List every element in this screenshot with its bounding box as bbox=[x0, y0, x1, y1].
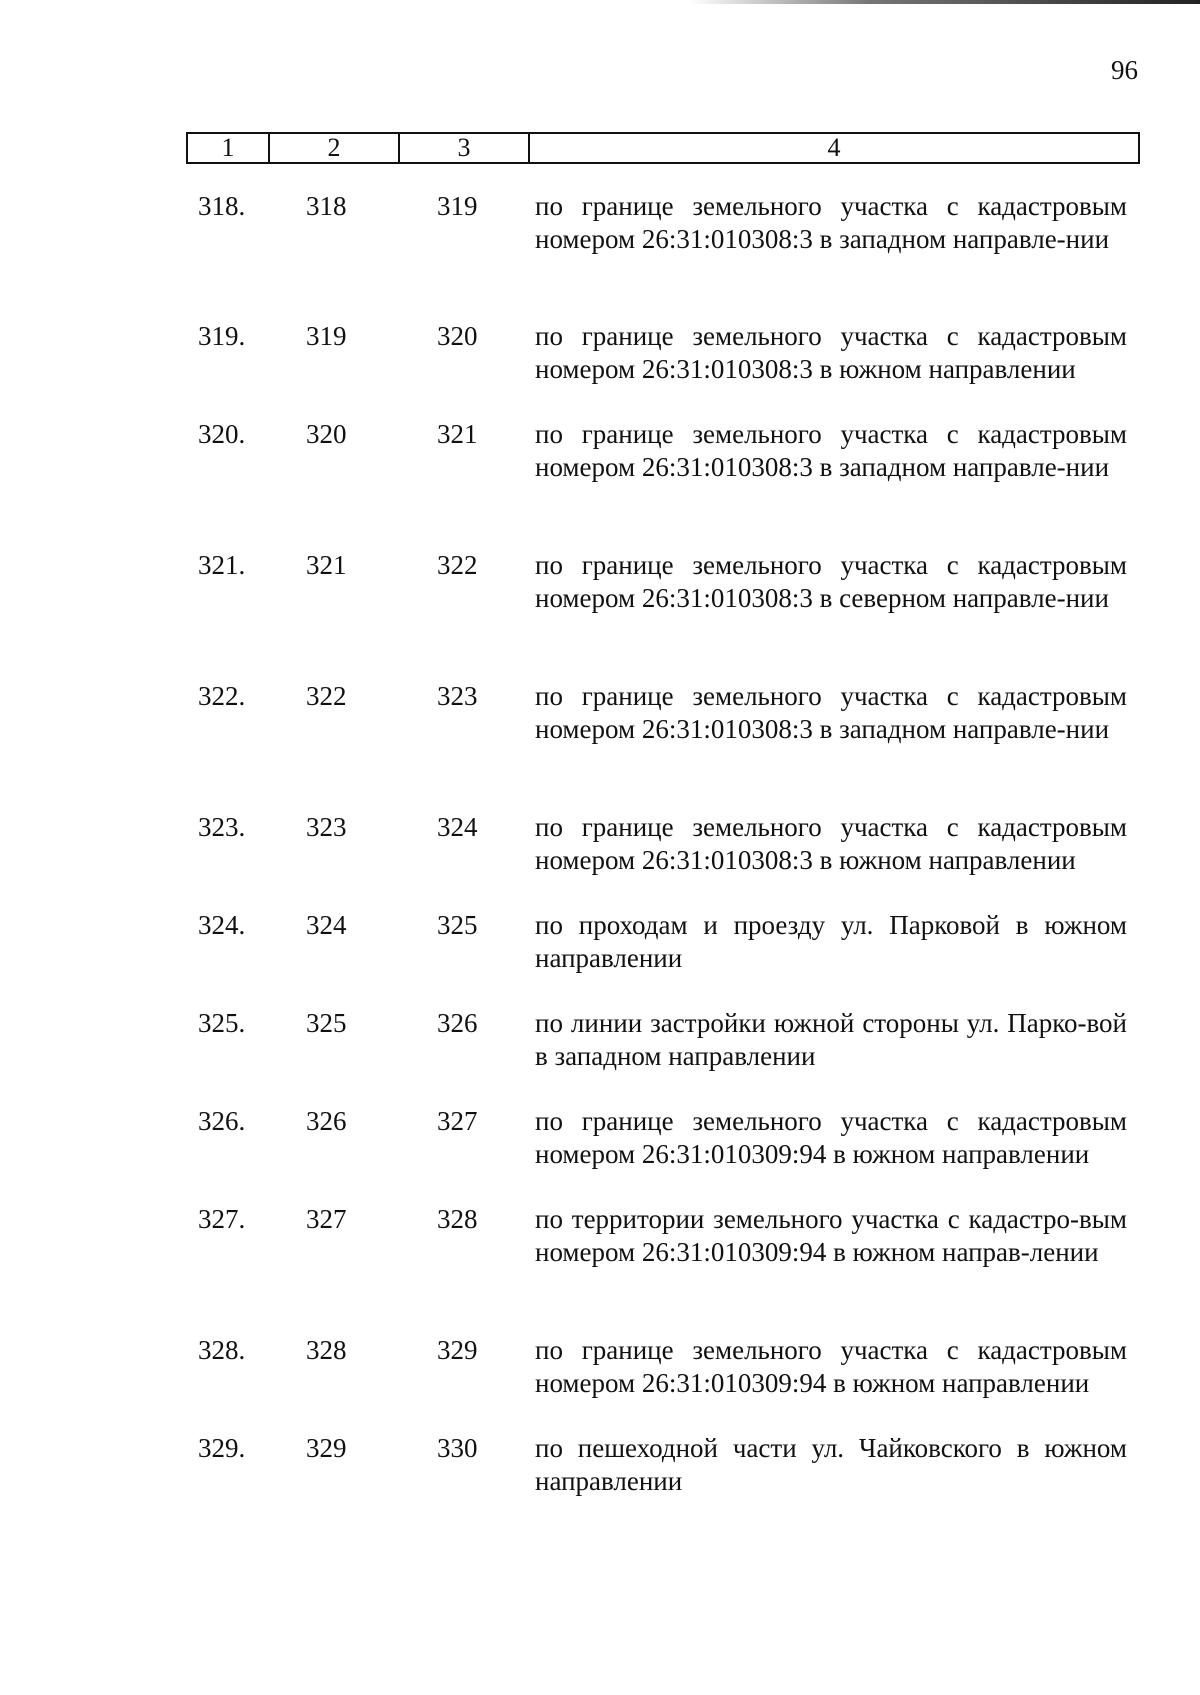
point-to: 322 bbox=[437, 550, 478, 580]
row-number: 322. bbox=[198, 681, 246, 711]
point-to: 324 bbox=[437, 812, 478, 842]
point-from: 328 bbox=[306, 1335, 347, 1365]
row-number: 318. bbox=[198, 191, 246, 221]
row-number: 320. bbox=[198, 419, 246, 449]
row-number: 324. bbox=[198, 910, 246, 940]
boundary-description: по границе земельного участка с кадастровым номером 26:31:010309:94 в южном направлении bbox=[535, 1335, 1127, 1398]
point-to: 323 bbox=[437, 681, 478, 711]
point-from: 324 bbox=[306, 910, 347, 940]
point-to: 325 bbox=[437, 910, 478, 940]
boundary-description: по территории земельного участка с кадастро-вым номером 26:31:010309:94 в южном направ-лении bbox=[535, 1204, 1127, 1267]
boundary-description: по границе земельного участка с кадастровым номером 26:31:010308:3 в западном направле-нии bbox=[535, 681, 1127, 744]
point-from: 323 bbox=[306, 812, 347, 842]
point-from: 327 bbox=[306, 1204, 347, 1234]
boundary-description: по границе земельного участка с кадастровым номером 26:31:010308:3 в западном направле-нии bbox=[535, 191, 1127, 254]
point-to: 329 bbox=[437, 1335, 478, 1365]
row-number: 319. bbox=[198, 321, 246, 351]
boundary-description: по границе земельного участка с кадастровым номером 26:31:010308:3 в западном направле-нии bbox=[535, 419, 1127, 482]
row-number: 328. bbox=[198, 1335, 246, 1365]
point-from: 321 bbox=[306, 550, 347, 580]
page-number: 96 bbox=[1111, 55, 1138, 85]
boundary-description: по границе земельного участка с кадастровым номером 26:31:010308:3 в северном направле-нии bbox=[535, 550, 1127, 613]
row-number: 326. bbox=[198, 1106, 246, 1136]
point-to: 328 bbox=[437, 1204, 478, 1234]
point-to: 319 bbox=[437, 191, 478, 221]
boundary-description: по проходам и проезду ул. Парковой в южном направлении bbox=[535, 910, 1127, 973]
point-from: 320 bbox=[306, 419, 347, 449]
row-number: 323. bbox=[198, 812, 246, 842]
point-from: 319 bbox=[306, 321, 347, 351]
boundary-description: по границе земельного участка с кадастровым номером 26:31:010308:3 в южном направлении bbox=[535, 812, 1127, 875]
point-to: 326 bbox=[437, 1008, 478, 1038]
point-from: 329 bbox=[306, 1433, 347, 1463]
column-header-4: 4 bbox=[827, 133, 841, 162]
point-from: 326 bbox=[306, 1106, 347, 1136]
boundary-description: по границе земельного участка с кадастровым номером 26:31:010308:3 в южном направлении bbox=[535, 321, 1127, 384]
boundary-description: по границе земельного участка с кадастровым номером 26:31:010309:94 в южном направлении bbox=[535, 1106, 1127, 1169]
point-to: 327 bbox=[437, 1106, 478, 1136]
point-from: 325 bbox=[306, 1008, 347, 1038]
column-header-1: 1 bbox=[188, 134, 270, 162]
point-from: 318 bbox=[306, 191, 347, 221]
point-to: 320 bbox=[437, 321, 478, 351]
row-number: 329. bbox=[198, 1433, 246, 1463]
point-to: 321 bbox=[437, 419, 478, 449]
point-to: 330 bbox=[437, 1433, 478, 1463]
row-number: 327. bbox=[198, 1204, 246, 1234]
row-number: 321. bbox=[198, 550, 246, 580]
row-number: 325. bbox=[198, 1008, 246, 1038]
column-header-3: 3 bbox=[400, 134, 530, 162]
boundary-description: по линии застройки южной стороны ул. Парко-вой в западном направлении bbox=[535, 1008, 1127, 1071]
boundary-description: по пешеходной части ул. Чайковского в южном направлении bbox=[535, 1433, 1127, 1496]
column-header-2: 2 bbox=[270, 134, 400, 162]
point-from: 322 bbox=[306, 681, 347, 711]
